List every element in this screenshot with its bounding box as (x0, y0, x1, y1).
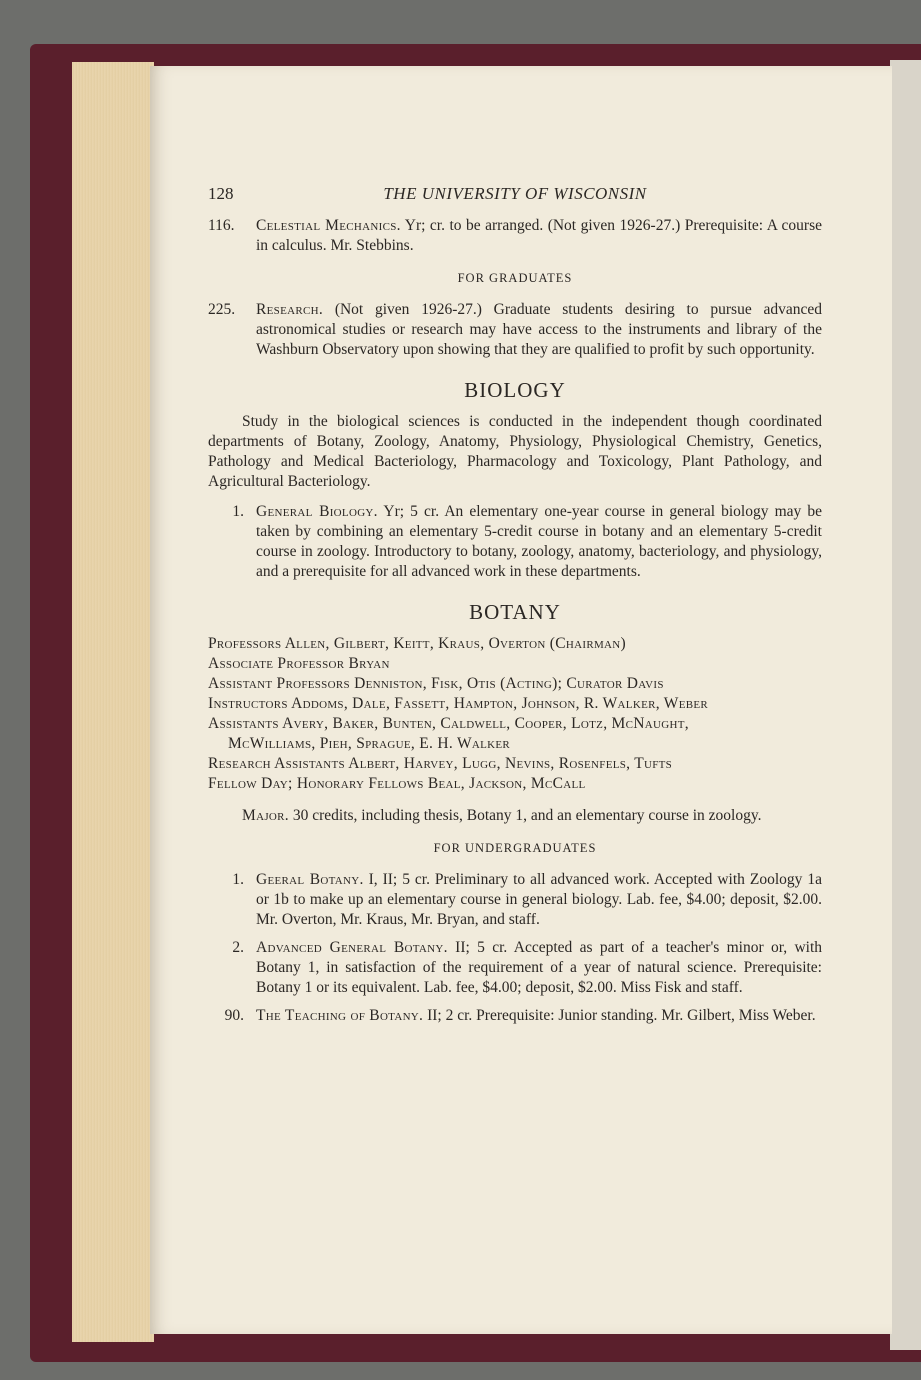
course-description: I, II; 5 cr. Preliminary to all advanced work. Accepted with Zoology 1a or 1b to make up an elementary course in general biology. Lab. fee, $4.00; deposit, $2.00. Mr. Overton, Mr. Kraus, Mr. Bryan, and staff. (256, 871, 822, 928)
major-label: Major. (242, 807, 289, 824)
course-number: 1. (232, 503, 244, 520)
course-entry (208, 870, 822, 930)
course-number: 116. (208, 217, 235, 234)
page-edges (72, 62, 154, 1342)
course-entry (208, 1006, 822, 1026)
biology-intro: Study in the biological sciences is conducted in the independent though coordinated departments of Botany, Zoology, Anatomy, Physiology, Physiological Chemistry, Genetics, Pathology and Medical Bacteriology, Pharmacology and Toxicology, Plant Pathology, and Agricultural Bacteriology. (208, 413, 822, 490)
department-heading: BIOLOGY (464, 378, 566, 402)
course-number: 2. (232, 939, 244, 956)
staff-list (208, 634, 822, 794)
course-entry (208, 502, 822, 582)
staff-line: Associate Professor Bryan (208, 655, 390, 672)
major-requirements (208, 806, 822, 826)
course-description: II; 5 cr. Accepted as part of a teacher's minor or, with Botany 1, in satisfaction of the requirement of a year of natural science. Prerequisite: Botany 1 or its equivalent. Lab. fee, $4.00; deposit, $2.00. Miss Fisk and staff. (256, 939, 823, 996)
course-entry (208, 938, 822, 998)
course-title: Advanced General Botany. (256, 939, 448, 956)
course-title: General Biology. (256, 503, 378, 520)
course-title: Research. (256, 301, 324, 318)
course-entry (208, 300, 822, 360)
course-number: 1. (232, 871, 244, 888)
course-entry (208, 216, 822, 256)
section-subheading: FOR UNDERGRADUATES (433, 841, 597, 855)
course-title: Geeral Botany. (256, 871, 364, 888)
page-number: 128 (208, 184, 234, 203)
course-number: 225. (208, 301, 236, 318)
page-header (208, 184, 822, 204)
staff-line: McWilliams, Pieh, Sprague, E. H. Walker (228, 735, 511, 752)
course-title: The Teaching of Botany. (256, 1007, 424, 1024)
staff-line: Fellow Day; Honorary Fellows Beal, Jackson, McCall (208, 775, 586, 792)
major-text: 30 credits, including thesis, Botany 1, and an elementary course in zoology. (292, 807, 762, 824)
staff-line: Assistants Avery, Baker, Bunten, Caldwell, Cooper, Lotz, McNaught, (208, 715, 689, 732)
course-number: 90. (224, 1007, 244, 1024)
staff-line: Professors Allen, Gilbert, Keitt, Kraus, Overton (Chairman) (208, 635, 626, 652)
course-description: Yr; 5 cr. An elementary one-year course in general biology may be taken by combining an elementary 5-credit course in botany and an elementary 5-credit course in zoology. Introductory to botany, zoology, anatomy, bacteriology, and physiology, and a prerequisite for all advanced work in these departments. (256, 503, 823, 580)
staff-line: Assistant Professors Denniston, Fisk, Otis (Acting); Curator Davis (208, 675, 664, 692)
running-title: THE UNIVERSITY OF WISCONSIN (383, 184, 647, 203)
section-subheading: FOR GRADUATES (457, 271, 573, 285)
course-title: Celestial Mechanics. (256, 217, 401, 234)
department-heading: BOTANY (469, 600, 561, 624)
staff-line: Research Assistants Albert, Harvey, Lugg, Nevins, Rosenfels, Tufts (208, 755, 673, 772)
page-text (208, 184, 822, 1034)
background-strip (890, 60, 921, 1350)
course-description: II; 2 cr. Prerequisite: Junior standing. Mr. Gilbert, Miss Weber. (427, 1007, 816, 1024)
staff-line: Instructors Addoms, Dale, Fassett, Hampton, Johnson, R. Walker, Weber (208, 695, 709, 712)
course-description: (Not given 1926-27.) Graduate students desiring to pursue advanced astronomical studies or research may have access to the instruments and library of the Washburn Observatory upon showing that they are qualified to profit by such opportunity. (256, 301, 822, 358)
course-description: Yr; cr. to be arranged. (Not given 1926-27.) Prerequisite: A course in calculus. Mr. Stebbins. (256, 217, 822, 254)
